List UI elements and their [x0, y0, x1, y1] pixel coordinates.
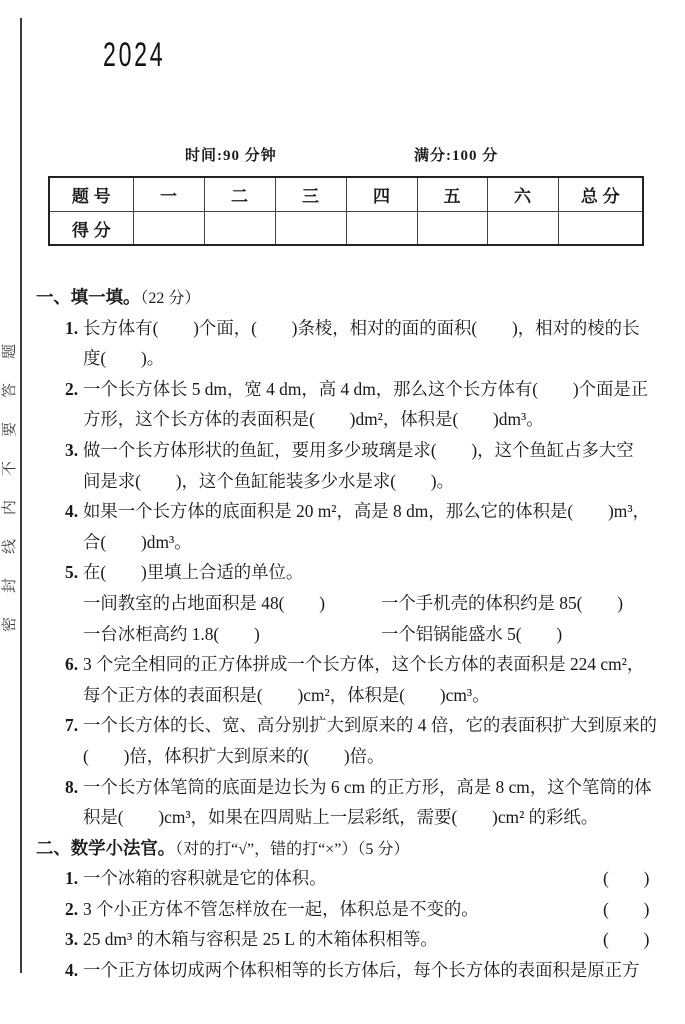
question-number: 3.	[65, 929, 79, 950]
judge-question-2	[0, 894, 685, 925]
question-text: 做一个长方体形状的鱼缸，要用多少玻璃是求( )，这个鱼缸占多大空	[83, 439, 634, 460]
exam-year: 2024	[103, 36, 166, 74]
fill-question-3	[0, 435, 685, 466]
question-number: 5.	[65, 562, 79, 583]
score-table-header-row	[49, 177, 643, 212]
question-number: 2.	[65, 898, 79, 919]
question-number: 7.	[65, 715, 79, 736]
fill-question-2	[0, 374, 685, 405]
section-points: （22 分）	[140, 290, 201, 307]
question-text: 一个长方体的长、宽、高分别扩大到原来的 4 倍，它的表面积扩大到原来的	[83, 715, 657, 736]
question-number: 4.	[65, 960, 79, 981]
fill-question-7	[0, 710, 685, 741]
fill-question-1-cont	[0, 343, 685, 374]
question-text: 3 个完全相同的正方体拼成一个长方体，这个长方体的表面积是 224 cm²，	[83, 654, 645, 675]
question-text: 积是( )cm³，如果在四周贴上一层彩纸，需要( )cm² 的彩纸。	[83, 807, 599, 828]
question-number: 1.	[65, 317, 79, 338]
answer-blank: ( )	[603, 929, 650, 950]
question-text: 25 dm³ 的木箱与容积是 25 L 的木箱体积相等。	[83, 929, 438, 950]
unit-item: 一个手机壳的体积约是 85( )	[381, 592, 624, 613]
question-text: 间是求( )，这个鱼缸能装多少水是求( )。	[83, 470, 454, 491]
section-title: 二、数学小法官。	[36, 837, 176, 858]
question-text: 度( )。	[83, 348, 165, 369]
exam-duration: 时间:90 分钟	[185, 148, 277, 164]
fill-question-5-items-row-1	[0, 588, 685, 619]
question-text: 合( )dm³。	[83, 531, 192, 552]
unit-item: 一台冰柜高约 1.8( )	[83, 623, 260, 644]
question-text: ( )倍，体积扩大到原来的( )倍。	[83, 745, 385, 766]
total-score-header: 总 分	[558, 177, 643, 212]
score-cell-section-6	[487, 212, 558, 246]
question-text: 长方体有( )个面，( )条棱，相对的面的面积( )，相对的棱的长	[83, 317, 640, 338]
fill-question-7-cont	[0, 741, 685, 772]
section-3-header: 三	[275, 177, 346, 212]
exam-content	[0, 282, 685, 986]
judge-question-4	[0, 955, 685, 986]
question-text: 在( )里填上合适的单位。	[83, 562, 304, 583]
section-5-header: 五	[417, 177, 487, 212]
score-cell-section-3	[275, 212, 346, 246]
section-6-header: 六	[487, 177, 558, 212]
score-table-score-row	[49, 212, 643, 246]
section-1-header: 一	[133, 177, 204, 212]
question-number: 4.	[65, 501, 79, 522]
judge-question-1	[0, 863, 685, 894]
score-row-label: 得 分	[49, 212, 133, 246]
section-2-heading	[0, 833, 685, 864]
fill-question-8	[0, 772, 685, 803]
judge-question-3	[0, 924, 685, 955]
fill-question-3-cont	[0, 466, 685, 497]
section-points: （对的打“√”，错的打“×”）（5 分）	[175, 840, 410, 858]
question-number: 1.	[65, 868, 79, 889]
question-text: 一个长方体笔筒的底面是边长为 6 cm 的正方形，高是 8 cm，这个笔筒的体	[83, 776, 652, 797]
question-number: 2.	[65, 378, 79, 399]
answer-blank: ( )	[603, 868, 650, 889]
fill-question-6	[0, 649, 685, 680]
question-number-header: 题 号	[49, 177, 133, 212]
section-title: 一、填一填。	[36, 287, 141, 307]
unit-item: 一间教室的占地面积是 48( )	[83, 592, 326, 613]
section-1-heading	[0, 282, 685, 313]
fill-question-1	[0, 313, 685, 344]
score-cell-section-4	[346, 212, 417, 246]
question-text: 方形，这个长方体的表面积是( )dm²，体积是( )dm³。	[83, 409, 544, 430]
question-number: 8.	[65, 776, 79, 797]
score-cell-total	[558, 212, 643, 246]
score-table	[48, 176, 644, 246]
answer-blank: ( )	[603, 898, 650, 919]
question-text: 一个长方体长 5 dm，宽 4 dm，高 4 dm，那么这个长方体有( )个面是正	[83, 378, 649, 399]
question-text: 如果一个长方体的底面积是 20 m²，高是 8 dm，那么它的体积是( )m³，	[83, 501, 650, 522]
exam-full-score: 满分:100 分	[414, 148, 499, 164]
question-text: 一个正方体切成两个体积相等的长方体后，每个长方体的表面积是原正方	[83, 960, 640, 981]
fill-question-6-cont	[0, 680, 685, 711]
section-2-header: 二	[204, 177, 275, 212]
question-text: 3 个小正方体不管怎样放在一起，体积总是不变的。	[83, 898, 479, 919]
fill-question-4	[0, 496, 685, 527]
fill-question-4-cont	[0, 527, 685, 558]
fill-question-8-cont	[0, 802, 685, 833]
fill-question-2-cont	[0, 404, 685, 435]
score-cell-section-1	[133, 212, 204, 246]
score-cell-section-5	[417, 212, 487, 246]
question-number: 3.	[65, 439, 79, 460]
question-number: 6.	[65, 654, 79, 675]
seal-line-notice: 密封线内不要答题	[2, 319, 18, 632]
score-cell-section-2	[204, 212, 275, 246]
fill-question-5-items-row-2	[0, 619, 685, 650]
question-text: 每个正方体的表面积是( )cm²，体积是( )cm³。	[83, 684, 490, 705]
question-text: 一个冰箱的容积就是它的体积。	[83, 868, 327, 889]
unit-item: 一个铝锅能盛水 5( )	[381, 623, 563, 644]
fill-question-5	[0, 557, 685, 588]
section-4-header: 四	[346, 177, 417, 212]
